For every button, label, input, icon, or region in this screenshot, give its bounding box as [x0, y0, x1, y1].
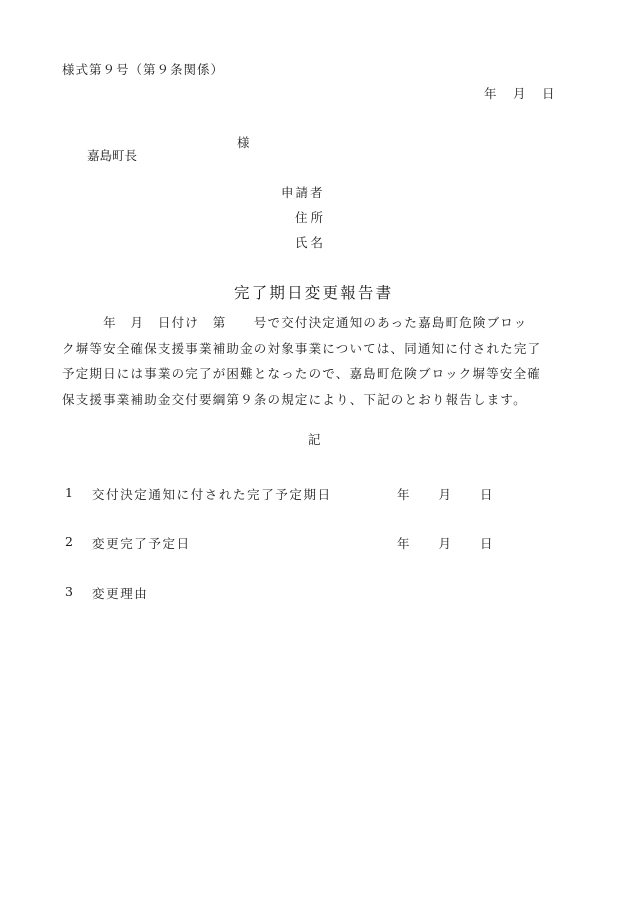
applicant-address-label: 住所: [295, 210, 327, 225]
addressee-line: [79, 135, 250, 175]
body-line: 予定期日には事業の完了が困難となったので、嘉島町危険ブロック塀等安全確: [62, 366, 542, 381]
body-line: 年 月 日付け 第 号で交付決定通知のあった嘉島町危険ブロッ: [62, 315, 528, 330]
item-text: 交付決定通知に付された完了予定期日: [92, 487, 332, 502]
item-date: 年 月 日: [397, 536, 493, 551]
list-item: [65, 534, 505, 550]
item-date: 年 月 日: [397, 487, 493, 502]
ki-heading: 記: [308, 432, 321, 447]
list-item: [65, 584, 505, 600]
applicant-name-label: 氏名: [295, 235, 327, 250]
item-number: 3: [65, 584, 73, 599]
body-line: 保支援事業補助金交付要綱第９条の規定により、下記のとおり報告します。: [62, 391, 527, 407]
item-text: 変更完了予定日: [92, 536, 191, 551]
addressee-name: 嘉島町長: [86, 147, 137, 163]
addressee-honorific: 様: [237, 135, 250, 150]
body-paragraph: [62, 310, 566, 412]
item-number: 1: [65, 485, 73, 500]
item-text: 変更理由: [92, 586, 149, 601]
applicant-label: 申請者: [281, 185, 325, 200]
document-title: 完了期日変更報告書: [234, 284, 394, 302]
form-number: 様式第９号（第９条関係）: [62, 62, 225, 77]
list-item: [65, 485, 505, 501]
item-number: 2: [65, 534, 73, 549]
submission-date: 年 月 日: [484, 86, 555, 101]
body-line: ク塀等安全確保支援事業補助金の対象事業については、同通知に付された完了: [62, 340, 542, 356]
